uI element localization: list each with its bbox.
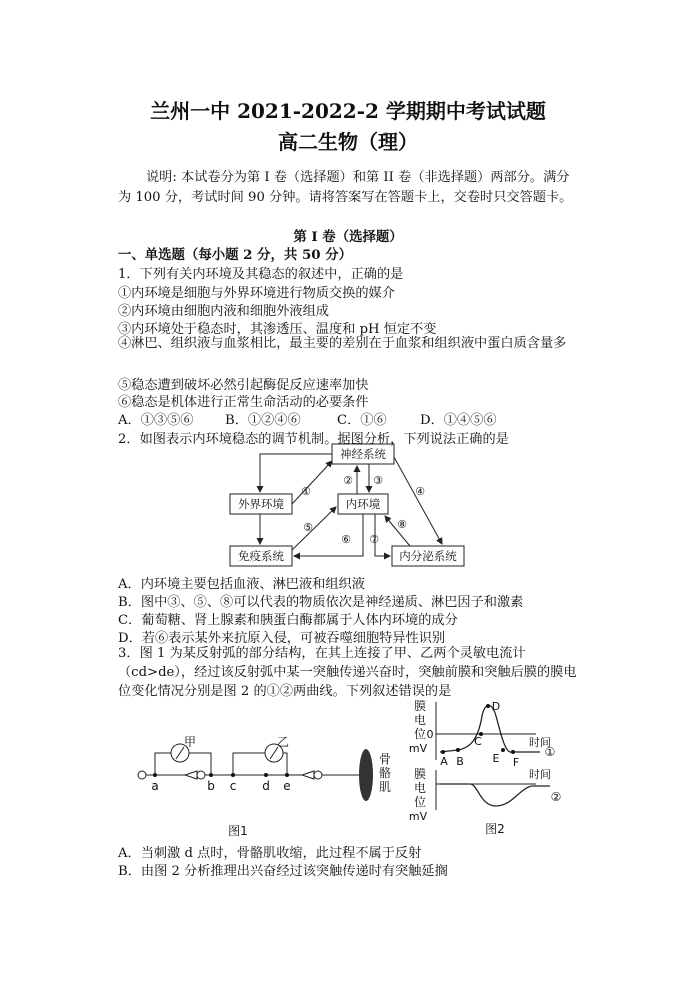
q3-option: B．由图 2 分析推理出兴奋经过该突触传递时有突触延搁 <box>118 864 448 879</box>
q1-stem: 1．下列有关内环境及其稳态的叙述中，正确的是 <box>118 267 404 282</box>
q3-stem: 3．图 1 为某反射弧的部分结构，在其上连接了甲、乙两个灵敏电流计（cd>de），经过该反射弧中某一突触传递兴奋时，突触前膜和突触后膜的膜电位变化情况分别是图 2 的①②两曲线。下列叙述错误的是 <box>118 646 577 699</box>
label-5: ⑤ <box>303 521 313 534</box>
internal-env-label: 内环境 <box>345 497 381 511</box>
point-c: c <box>229 779 237 793</box>
page-title: 兰州一中 2021-2022-2 学期期中考试试题 <box>150 99 546 123</box>
figure-2-caption: 图2 <box>485 822 505 836</box>
meter-yi-label: 乙 <box>276 735 290 749</box>
fig2b-ylabel-3: 位 <box>413 795 427 809</box>
q1-item: ④淋巴、组织液与血浆相比，最主要的差别在于血浆和组织液中蛋白质含量多 <box>118 336 567 351</box>
curve-2-label: ② <box>550 790 562 804</box>
q1-item: ③内环境处于稳态时，其渗透压、温度和 pH 恒定不变 <box>118 322 437 337</box>
external-env-label: 外界环境 <box>238 497 284 511</box>
label-7: ⑦ <box>369 533 379 546</box>
label-1: ① <box>301 485 311 498</box>
endocrine-system-label: 内分泌系统 <box>399 549 457 563</box>
label-8: ⑧ <box>397 518 407 531</box>
q1-option: A．①③⑤⑥ <box>118 413 194 428</box>
q2-option: A．内环境主要包括血液、淋巴液和组织液 <box>118 577 365 592</box>
q1-option: D．①④⑤⑥ <box>420 413 497 428</box>
arrow-5 <box>292 507 336 550</box>
fig2-ylabel-3: 位 <box>413 727 427 741</box>
nerve-system-label: 神经系统 <box>340 447 386 461</box>
point-e: e <box>283 779 291 793</box>
q2-option: C．葡萄糖、肾上腺素和胰蛋白酶都属于人体内环境的成分 <box>118 613 458 628</box>
label-4: ④ <box>415 485 425 498</box>
fig2-ylabel-2: 电 <box>413 713 427 727</box>
point-A: A <box>440 755 448 768</box>
instructions: 说明: 本试卷分为第 I 卷（选择题）和第 II 卷（非选择题）两部分。满分为 100 分，考试时间 90 分钟。请将答案写在答题卡上，交卷时只交答题卡。 <box>118 170 573 205</box>
page-subtitle: 高二生物（理） <box>278 130 418 154</box>
curve-1-label: ① <box>544 745 556 759</box>
point-a: a <box>151 779 159 793</box>
q1-item: ⑤稳态遭到破坏必然引起酶促反应速率加快 <box>118 378 369 393</box>
fig2b-xlabel: 时间 <box>529 768 551 781</box>
fig2b-yunit: mV <box>408 810 428 823</box>
label-6: ⑥ <box>341 533 351 546</box>
fig2b-ylabel-2: 电 <box>413 781 427 795</box>
immune-system-label: 免疫系统 <box>238 549 284 563</box>
muscle-label-3: 肌 <box>378 780 392 794</box>
fig2-zero: 0 <box>426 728 434 741</box>
point-C: C <box>474 735 482 748</box>
label-3: ③ <box>373 474 383 487</box>
fig2-ylabel-1: 膜 <box>413 699 427 713</box>
muscle-label-2: 骼 <box>378 766 392 780</box>
label-2: ② <box>343 474 353 487</box>
skeletal-muscle <box>359 749 373 801</box>
q2-option: B．图中③、⑤、⑧可以代表的物质依次是神经递质、淋巴因子和激素 <box>118 595 524 610</box>
q3-figure-2 <box>400 698 570 838</box>
arrow-1 <box>292 461 332 504</box>
muscle-label-1: 骨 <box>378 752 392 766</box>
q1-option: C．①⑥ <box>337 413 387 428</box>
point-E: E <box>492 752 500 765</box>
meter-jia-label: 甲 <box>183 735 197 749</box>
q1-item: ②内环境由细胞内液和细胞外液组成 <box>118 304 329 319</box>
point-F: F <box>512 756 520 769</box>
section1-title: 一、单选题（每小题 2 分，共 50 分） <box>118 247 353 263</box>
point-b: b <box>207 779 215 793</box>
fig2-yunit: mV <box>408 742 428 755</box>
q2-stem: 2．如图表示内环境稳态的调节机制。据图分析，下列说法正确的是 <box>118 432 509 447</box>
point-D: D <box>491 700 501 713</box>
fig2-xlabel: 时间 <box>529 736 551 749</box>
q1-item: ⑥稳态是机体进行正常生命活动的必要条件 <box>118 395 369 410</box>
point-d: d <box>262 779 270 793</box>
q1-option: B．①②④⑥ <box>225 413 301 428</box>
figure-1-caption: 图1 <box>228 824 248 838</box>
q1-item: ①内环境是细胞与外界环境进行物质交换的媒介 <box>118 286 395 301</box>
q2-option: D．若⑥表示某外来抗原入侵，可被吞噬细胞特异性识别 <box>118 631 446 646</box>
q3-option: A．当刺激 d 点时，骨骼肌收缩，此过程不属于反射 <box>118 846 422 861</box>
q3-figure-1 <box>135 735 400 840</box>
fig2b-ylabel-1: 膜 <box>413 767 427 781</box>
part1-title: 第 I 卷（选择题） <box>293 229 403 245</box>
q2-diagram <box>220 443 480 571</box>
point-B: B <box>456 755 464 768</box>
